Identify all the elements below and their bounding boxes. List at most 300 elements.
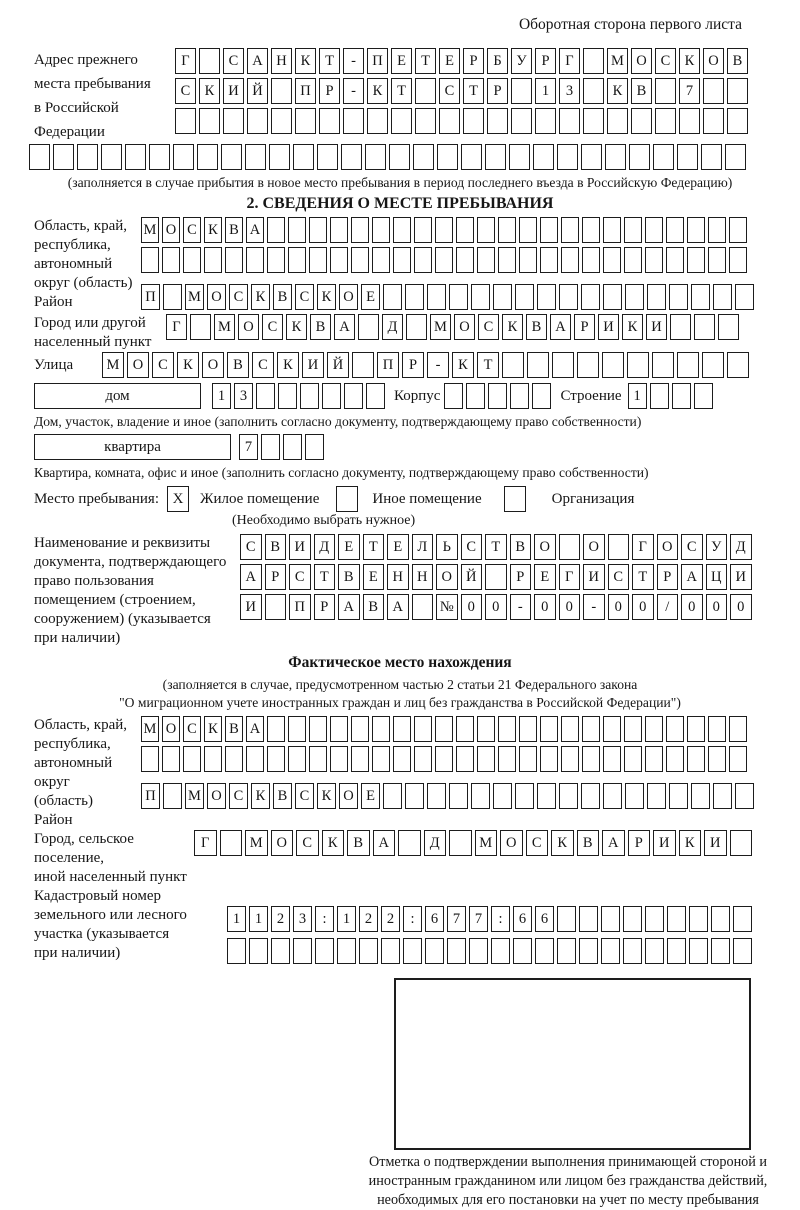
char-cell[interactable]: О xyxy=(207,284,226,310)
char-cell[interactable]: К xyxy=(679,48,700,74)
char-cell[interactable]: № xyxy=(436,594,458,620)
char-cell[interactable] xyxy=(655,78,676,104)
char-cell[interactable] xyxy=(199,48,220,74)
char-cell[interactable]: - xyxy=(583,594,605,620)
char-cell[interactable]: Р xyxy=(510,564,532,590)
char-cell[interactable] xyxy=(677,352,699,378)
char-cell[interactable]: В xyxy=(338,564,360,590)
char-cell[interactable] xyxy=(227,938,246,964)
char-cell[interactable] xyxy=(435,247,453,273)
char-cell[interactable]: В xyxy=(631,78,652,104)
char-cell[interactable]: 1 xyxy=(628,383,647,409)
char-cell[interactable] xyxy=(703,108,724,134)
char-cell[interactable] xyxy=(53,144,74,170)
char-cell[interactable] xyxy=(315,938,334,964)
char-cell[interactable] xyxy=(437,144,458,170)
char-cell[interactable]: 7 xyxy=(469,906,488,932)
char-cell[interactable] xyxy=(689,938,708,964)
char-cell[interactable] xyxy=(645,217,663,243)
char-cell[interactable] xyxy=(557,144,578,170)
char-cell[interactable] xyxy=(713,284,732,310)
char-cell[interactable]: : xyxy=(315,906,334,932)
char-cell[interactable]: 0 xyxy=(461,594,483,620)
char-cell[interactable] xyxy=(519,217,537,243)
char-cell[interactable] xyxy=(561,716,579,742)
char-cell[interactable] xyxy=(667,906,686,932)
char-cell[interactable]: В xyxy=(310,314,331,340)
char-cell[interactable] xyxy=(519,247,537,273)
char-cell[interactable] xyxy=(669,284,688,310)
char-cell[interactable]: М xyxy=(141,217,159,243)
char-cell[interactable]: В xyxy=(227,352,249,378)
char-cell[interactable]: О xyxy=(631,48,652,74)
char-cell[interactable]: С xyxy=(295,783,314,809)
char-cell[interactable] xyxy=(670,314,691,340)
char-cell[interactable] xyxy=(652,352,674,378)
char-cell[interactable] xyxy=(689,906,708,932)
char-cell[interactable]: О xyxy=(202,352,224,378)
char-cell[interactable] xyxy=(197,144,218,170)
char-cell[interactable]: Т xyxy=(477,352,499,378)
char-cell[interactable]: И xyxy=(240,594,262,620)
char-cell[interactable] xyxy=(511,78,532,104)
char-cell[interactable] xyxy=(687,716,705,742)
char-cell[interactable] xyxy=(579,938,598,964)
char-cell[interactable]: П xyxy=(289,594,311,620)
char-cell[interactable] xyxy=(449,284,468,310)
char-cell[interactable]: / xyxy=(657,594,679,620)
char-cell[interactable] xyxy=(711,906,730,932)
char-cell[interactable]: В xyxy=(273,284,292,310)
char-cell[interactable]: К xyxy=(277,352,299,378)
char-cell[interactable] xyxy=(477,746,495,772)
char-cell[interactable] xyxy=(607,108,628,134)
char-cell[interactable]: О xyxy=(583,534,605,560)
char-cell[interactable] xyxy=(629,144,650,170)
char-cell[interactable] xyxy=(701,144,722,170)
char-cell[interactable] xyxy=(581,783,600,809)
char-cell[interactable] xyxy=(477,247,495,273)
char-cell[interactable]: Р xyxy=(657,564,679,590)
char-cell[interactable]: К xyxy=(679,830,702,856)
char-cell[interactable] xyxy=(561,746,579,772)
char-cell[interactable]: Р xyxy=(402,352,424,378)
char-cell[interactable] xyxy=(515,284,534,310)
char-cell[interactable] xyxy=(414,746,432,772)
char-cell[interactable] xyxy=(645,938,664,964)
char-cell[interactable] xyxy=(498,716,516,742)
char-cell[interactable] xyxy=(330,247,348,273)
char-cell[interactable] xyxy=(579,906,598,932)
char-cell[interactable] xyxy=(389,144,410,170)
char-cell[interactable]: С xyxy=(681,534,703,560)
char-cell[interactable] xyxy=(519,716,537,742)
char-cell[interactable] xyxy=(271,938,290,964)
char-cell[interactable]: К xyxy=(177,352,199,378)
checkbox-residential[interactable]: X xyxy=(167,486,189,512)
char-cell[interactable] xyxy=(383,284,402,310)
char-cell[interactable]: 0 xyxy=(534,594,556,620)
char-cell[interactable] xyxy=(694,314,715,340)
char-cell[interactable] xyxy=(624,217,642,243)
char-cell[interactable]: М xyxy=(475,830,498,856)
char-cell[interactable] xyxy=(647,284,666,310)
char-cell[interactable] xyxy=(582,217,600,243)
char-cell[interactable] xyxy=(288,746,306,772)
char-cell[interactable]: А xyxy=(240,564,262,590)
char-cell[interactable] xyxy=(515,783,534,809)
char-cell[interactable] xyxy=(733,906,752,932)
char-cell[interactable]: Е xyxy=(391,48,412,74)
char-cell[interactable]: 3 xyxy=(293,906,312,932)
char-cell[interactable]: 1 xyxy=(212,383,231,409)
char-cell[interactable] xyxy=(343,108,364,134)
char-cell[interactable] xyxy=(351,217,369,243)
char-cell[interactable] xyxy=(537,284,556,310)
char-cell[interactable] xyxy=(527,352,549,378)
char-cell[interactable] xyxy=(141,247,159,273)
char-cell[interactable] xyxy=(265,594,287,620)
char-cell[interactable] xyxy=(667,938,686,964)
char-cell[interactable]: С xyxy=(183,716,201,742)
char-cell[interactable]: С xyxy=(183,217,201,243)
char-cell[interactable]: Р xyxy=(265,564,287,590)
char-cell[interactable] xyxy=(101,144,122,170)
char-cell[interactable] xyxy=(666,716,684,742)
char-cell[interactable] xyxy=(735,783,754,809)
char-cell[interactable] xyxy=(463,108,484,134)
char-cell[interactable] xyxy=(487,108,508,134)
char-cell[interactable] xyxy=(162,746,180,772)
char-cell[interactable]: И xyxy=(289,534,311,560)
char-cell[interactable] xyxy=(627,352,649,378)
char-cell[interactable] xyxy=(603,247,621,273)
char-cell[interactable] xyxy=(435,746,453,772)
char-cell[interactable] xyxy=(471,783,490,809)
char-cell[interactable]: Р xyxy=(487,78,508,104)
char-cell[interactable]: Н xyxy=(271,48,292,74)
char-cell[interactable]: А xyxy=(681,564,703,590)
char-cell[interactable] xyxy=(293,938,312,964)
char-cell[interactable]: 0 xyxy=(632,594,654,620)
char-cell[interactable] xyxy=(295,108,316,134)
char-cell[interactable] xyxy=(602,352,624,378)
char-cell[interactable] xyxy=(727,78,748,104)
char-cell[interactable]: А xyxy=(373,830,396,856)
char-cell[interactable] xyxy=(510,383,529,409)
char-cell[interactable]: Г xyxy=(559,48,580,74)
char-cell[interactable] xyxy=(645,906,664,932)
char-cell[interactable]: 1 xyxy=(337,906,356,932)
char-cell[interactable]: И xyxy=(598,314,619,340)
char-cell[interactable] xyxy=(485,564,507,590)
char-cell[interactable] xyxy=(603,783,622,809)
char-cell[interactable]: О xyxy=(436,564,458,590)
char-cell[interactable] xyxy=(624,746,642,772)
char-cell[interactable]: И xyxy=(730,564,752,590)
char-cell[interactable]: 3 xyxy=(559,78,580,104)
char-cell[interactable] xyxy=(405,783,424,809)
char-cell[interactable] xyxy=(183,746,201,772)
char-cell[interactable] xyxy=(537,783,556,809)
char-cell[interactable]: 1 xyxy=(249,906,268,932)
char-cell[interactable]: 2 xyxy=(359,906,378,932)
char-cell[interactable] xyxy=(694,383,713,409)
char-cell[interactable] xyxy=(456,746,474,772)
char-cell[interactable]: С xyxy=(295,284,314,310)
char-cell[interactable]: К xyxy=(367,78,388,104)
char-cell[interactable] xyxy=(713,783,732,809)
char-cell[interactable]: А xyxy=(246,716,264,742)
char-cell[interactable] xyxy=(288,716,306,742)
char-cell[interactable]: А xyxy=(247,48,268,74)
char-cell[interactable]: К xyxy=(204,217,222,243)
char-cell[interactable]: С xyxy=(262,314,283,340)
char-cell[interactable] xyxy=(577,352,599,378)
char-cell[interactable] xyxy=(666,746,684,772)
char-cell[interactable] xyxy=(513,938,532,964)
char-cell[interactable]: К xyxy=(317,284,336,310)
char-cell[interactable] xyxy=(398,830,421,856)
char-cell[interactable] xyxy=(415,108,436,134)
char-cell[interactable]: С xyxy=(439,78,460,104)
char-cell[interactable]: О xyxy=(534,534,556,560)
char-cell[interactable]: Ц xyxy=(706,564,728,590)
char-cell[interactable] xyxy=(727,352,749,378)
char-cell[interactable] xyxy=(447,938,466,964)
char-cell[interactable] xyxy=(247,108,268,134)
char-cell[interactable] xyxy=(687,247,705,273)
char-cell[interactable]: Г xyxy=(632,534,654,560)
char-cell[interactable]: М xyxy=(185,284,204,310)
char-cell[interactable]: 0 xyxy=(706,594,728,620)
char-cell[interactable]: И xyxy=(653,830,676,856)
char-cell[interactable]: Т xyxy=(415,48,436,74)
char-cell[interactable]: С xyxy=(223,48,244,74)
char-cell[interactable] xyxy=(190,314,211,340)
char-cell[interactable] xyxy=(319,108,340,134)
char-cell[interactable]: - xyxy=(343,48,364,74)
char-cell[interactable] xyxy=(559,783,578,809)
char-cell[interactable] xyxy=(540,217,558,243)
char-cell[interactable] xyxy=(372,716,390,742)
char-cell[interactable]: А xyxy=(550,314,571,340)
char-cell[interactable] xyxy=(679,108,700,134)
char-cell[interactable] xyxy=(351,716,369,742)
char-cell[interactable]: В xyxy=(577,830,600,856)
char-cell[interactable]: С xyxy=(608,564,630,590)
char-cell[interactable]: 7 xyxy=(239,434,258,460)
char-cell[interactable] xyxy=(246,247,264,273)
char-cell[interactable]: - xyxy=(343,78,364,104)
char-cell[interactable] xyxy=(582,247,600,273)
char-cell[interactable] xyxy=(414,716,432,742)
char-cell[interactable]: 2 xyxy=(381,906,400,932)
char-cell[interactable] xyxy=(650,383,669,409)
char-cell[interactable] xyxy=(427,284,446,310)
char-cell[interactable] xyxy=(367,108,388,134)
char-cell[interactable] xyxy=(267,247,285,273)
char-cell[interactable] xyxy=(702,352,724,378)
char-cell[interactable] xyxy=(603,217,621,243)
char-cell[interactable]: О xyxy=(339,284,358,310)
char-cell[interactable] xyxy=(583,108,604,134)
char-cell[interactable] xyxy=(449,783,468,809)
char-cell[interactable] xyxy=(439,108,460,134)
char-cell[interactable] xyxy=(703,78,724,104)
char-cell[interactable] xyxy=(729,746,747,772)
char-cell[interactable]: П xyxy=(295,78,316,104)
char-cell[interactable]: У xyxy=(706,534,728,560)
char-cell[interactable]: 0 xyxy=(730,594,752,620)
char-cell[interactable]: Б xyxy=(487,48,508,74)
char-cell[interactable]: К xyxy=(622,314,643,340)
char-cell[interactable]: Е xyxy=(387,534,409,560)
char-cell[interactable] xyxy=(583,48,604,74)
char-cell[interactable] xyxy=(278,383,297,409)
char-cell[interactable] xyxy=(414,217,432,243)
char-cell[interactable]: К xyxy=(502,314,523,340)
char-cell[interactable] xyxy=(645,716,663,742)
char-cell[interactable]: В xyxy=(363,594,385,620)
char-cell[interactable]: П xyxy=(141,284,160,310)
char-cell[interactable] xyxy=(691,284,710,310)
char-cell[interactable]: О xyxy=(271,830,294,856)
char-cell[interactable] xyxy=(300,383,319,409)
char-cell[interactable]: Г xyxy=(559,564,581,590)
char-cell[interactable]: К xyxy=(551,830,574,856)
char-cell[interactable] xyxy=(645,247,663,273)
char-cell[interactable] xyxy=(288,217,306,243)
char-cell[interactable] xyxy=(341,144,362,170)
char-cell[interactable]: 6 xyxy=(425,906,444,932)
char-cell[interactable]: - xyxy=(427,352,449,378)
checkbox-other-premises[interactable] xyxy=(336,486,358,512)
char-cell[interactable]: 0 xyxy=(559,594,581,620)
char-cell[interactable] xyxy=(559,108,580,134)
char-cell[interactable] xyxy=(427,783,446,809)
char-cell[interactable] xyxy=(540,716,558,742)
char-cell[interactable] xyxy=(359,938,378,964)
char-cell[interactable]: О xyxy=(207,783,226,809)
char-cell[interactable] xyxy=(469,938,488,964)
char-cell[interactable] xyxy=(330,217,348,243)
char-cell[interactable]: У xyxy=(511,48,532,74)
char-cell[interactable] xyxy=(583,78,604,104)
char-cell[interactable] xyxy=(666,247,684,273)
char-cell[interactable]: С xyxy=(229,783,248,809)
char-cell[interactable]: С xyxy=(229,284,248,310)
char-cell[interactable]: Й xyxy=(247,78,268,104)
char-cell[interactable] xyxy=(493,284,512,310)
char-cell[interactable] xyxy=(493,783,512,809)
char-cell[interactable] xyxy=(330,746,348,772)
char-cell[interactable] xyxy=(393,716,411,742)
char-cell[interactable] xyxy=(352,352,374,378)
char-cell[interactable]: Т xyxy=(463,78,484,104)
char-cell[interactable] xyxy=(173,144,194,170)
char-cell[interactable]: К xyxy=(317,783,336,809)
char-cell[interactable] xyxy=(220,830,243,856)
char-cell[interactable]: О xyxy=(657,534,679,560)
char-cell[interactable] xyxy=(149,144,170,170)
char-cell[interactable] xyxy=(561,247,579,273)
char-cell[interactable]: Р xyxy=(463,48,484,74)
char-cell[interactable] xyxy=(711,938,730,964)
char-cell[interactable]: 1 xyxy=(535,78,556,104)
char-cell[interactable] xyxy=(414,247,432,273)
char-cell[interactable] xyxy=(540,746,558,772)
char-cell[interactable]: Т xyxy=(314,564,336,590)
char-cell[interactable] xyxy=(435,217,453,243)
char-cell[interactable]: М xyxy=(430,314,451,340)
char-cell[interactable] xyxy=(708,746,726,772)
char-cell[interactable] xyxy=(608,534,630,560)
char-cell[interactable] xyxy=(601,938,620,964)
char-cell[interactable] xyxy=(708,716,726,742)
char-cell[interactable]: В xyxy=(225,716,243,742)
char-cell[interactable]: М xyxy=(214,314,235,340)
char-cell[interactable] xyxy=(461,144,482,170)
char-cell[interactable]: С xyxy=(526,830,549,856)
char-cell[interactable]: М xyxy=(185,783,204,809)
char-cell[interactable]: 2 xyxy=(271,906,290,932)
char-cell[interactable]: И xyxy=(302,352,324,378)
char-cell[interactable]: М xyxy=(102,352,124,378)
char-cell[interactable]: С xyxy=(289,564,311,590)
char-cell[interactable]: А xyxy=(334,314,355,340)
char-cell[interactable] xyxy=(603,746,621,772)
char-cell[interactable]: Л xyxy=(412,534,434,560)
char-cell[interactable]: В xyxy=(273,783,292,809)
char-cell[interactable] xyxy=(485,144,506,170)
char-cell[interactable] xyxy=(561,217,579,243)
char-cell[interactable]: : xyxy=(403,906,422,932)
char-cell[interactable] xyxy=(733,938,752,964)
char-cell[interactable]: С xyxy=(296,830,319,856)
char-cell[interactable] xyxy=(623,938,642,964)
char-cell[interactable] xyxy=(77,144,98,170)
char-cell[interactable]: 1 xyxy=(227,906,246,932)
char-cell[interactable]: Е xyxy=(534,564,556,590)
char-cell[interactable] xyxy=(581,144,602,170)
char-cell[interactable]: Д xyxy=(424,830,447,856)
char-cell[interactable]: К xyxy=(295,48,316,74)
char-cell[interactable]: Т xyxy=(391,78,412,104)
char-cell[interactable] xyxy=(415,78,436,104)
char-cell[interactable] xyxy=(631,108,652,134)
char-cell[interactable] xyxy=(532,383,551,409)
char-cell[interactable]: И xyxy=(223,78,244,104)
char-cell[interactable]: Т xyxy=(632,564,654,590)
char-cell[interactable] xyxy=(444,383,463,409)
char-cell[interactable] xyxy=(293,144,314,170)
char-cell[interactable] xyxy=(625,284,644,310)
char-cell[interactable] xyxy=(535,108,556,134)
char-cell[interactable] xyxy=(557,938,576,964)
char-cell[interactable] xyxy=(204,247,222,273)
char-cell[interactable] xyxy=(498,247,516,273)
char-cell[interactable] xyxy=(271,78,292,104)
char-cell[interactable] xyxy=(267,217,285,243)
char-cell[interactable]: А xyxy=(602,830,625,856)
char-cell[interactable] xyxy=(199,108,220,134)
char-cell[interactable]: П xyxy=(141,783,160,809)
char-cell[interactable] xyxy=(605,144,626,170)
char-cell[interactable]: В xyxy=(225,217,243,243)
char-cell[interactable] xyxy=(365,144,386,170)
char-cell[interactable]: Р xyxy=(574,314,595,340)
